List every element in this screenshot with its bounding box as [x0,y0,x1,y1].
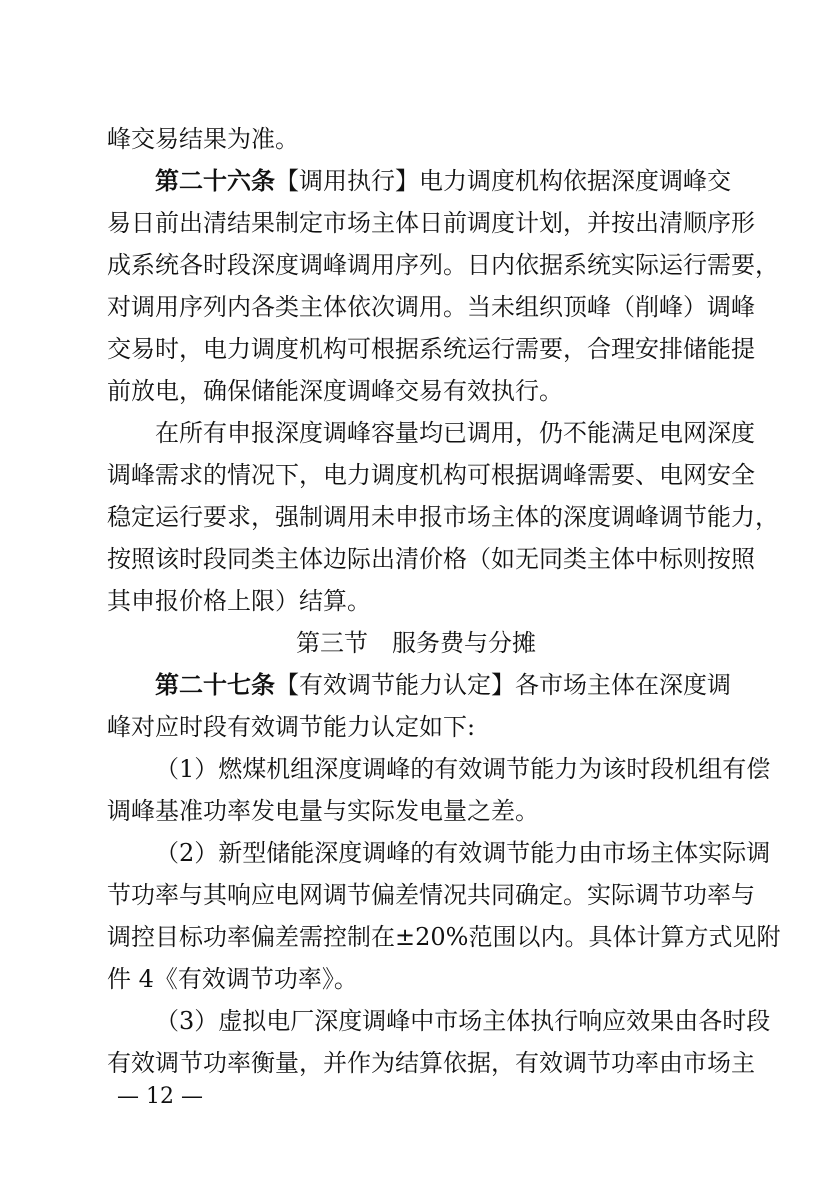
article-27-heading-line: 第二十七条【有效调节能力认定】各市场主体在深度调 [155,670,731,699]
article-number: 第二十六条 [155,166,275,195]
list-item-line: （3）虚拟电厂深度调峰中市场主体执行响应效果由各时段 [155,1007,771,1035]
text-line: 其申报价格上限）结算。 [107,587,371,615]
text-line: 交易时，电力调度机构可根据系统运行需要，合理安排储能提 [107,335,755,363]
page-number: — 12 — [117,1084,203,1109]
text-line: 调峰需求的情况下，电力调度机构可根据调峰需要、电网安全 [107,461,755,489]
article-26-heading-line: 第二十六条【调用执行】电力调度机构依据深度调峰交 [155,166,731,195]
text-line: 节功率与其响应电网调节偏差情况共同确定。实际调节功率与 [107,881,755,909]
text-line: 调峰基准功率发电量与实际发电量之差。 [107,797,539,825]
section-heading: 第三节 服务费与分摊 [296,629,536,657]
list-item-line: （2）新型储能深度调峰的有效调节能力由市场主体实际调 [155,839,771,867]
text-line: 峰交易结果为准。 [107,125,299,153]
text-line: 易日前出清结果制定市场主体日前调度计划，并按出清顺序形 [107,209,755,237]
text-line: 按照该时段同类主体边际出清价格（如无同类主体中标则按照 [107,545,755,573]
article-number: 第二十七条 [155,670,275,699]
text-line: 调控目标功率偏差需控制在±20%范围以内。具体计算方式见附 [107,923,781,951]
text-line: 件 4《有效调节功率》。 [107,965,358,993]
text-line: 成系统各时段深度调峰调用序列。日内依据系统实际运行需要， [107,251,779,279]
text-line: 峰对应时段有效调节能力认定如下: [107,713,476,741]
text-line: 前放电，确保储能深度调峰交易有效执行。 [107,377,563,405]
text-line: 对调用序列内各类主体依次调用。当未组织顶峰（削峰）调峰 [107,293,755,321]
paragraph-first-line: 在所有申报深度调峰容量均已调用，仍不能满足电网深度 [155,419,755,447]
text-line: 有效调节功率衡量，并作为结算依据，有效调节功率由市场主 [107,1049,755,1077]
list-item-line: （1）燃煤机组深度调峰的有效调节能力为该时段机组有偿 [155,755,771,783]
text-line: 稳定运行要求，强制调用未申报市场主体的深度调峰调节能力， [107,503,779,531]
